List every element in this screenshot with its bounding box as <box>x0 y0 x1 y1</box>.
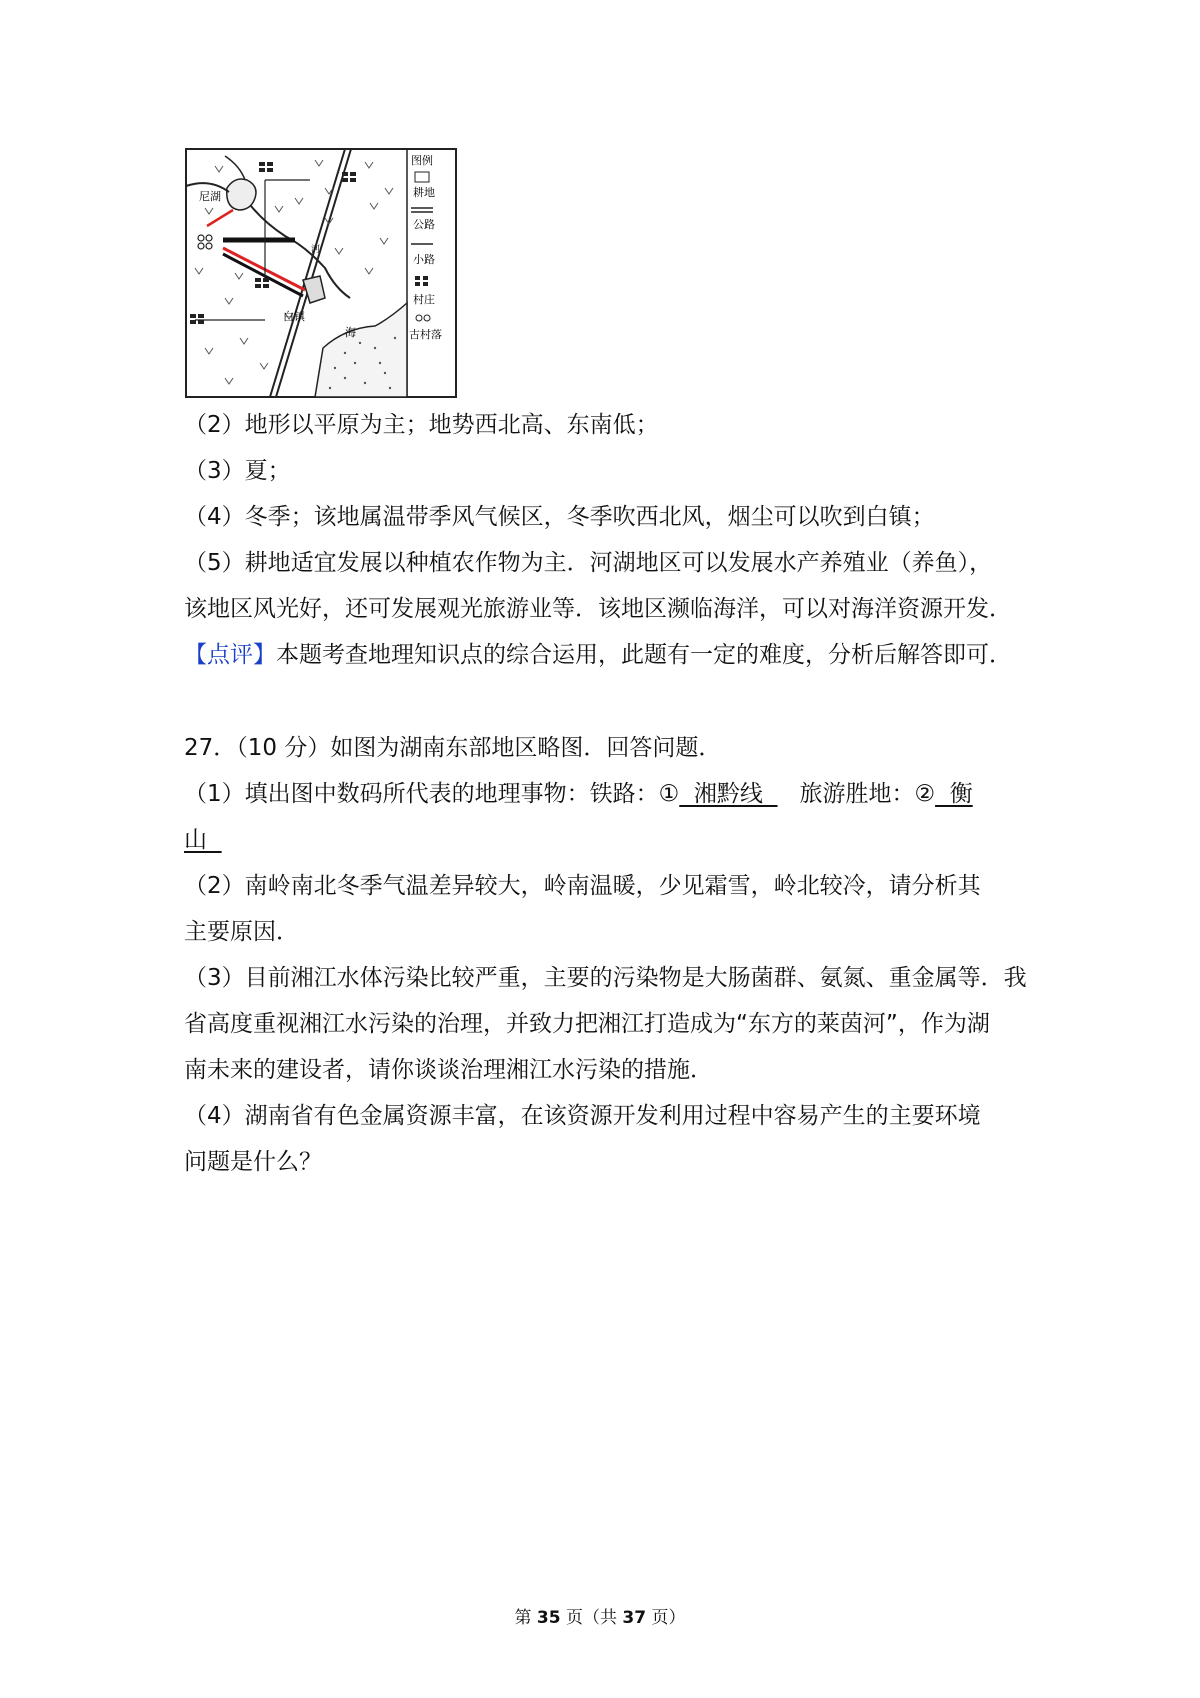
question-27-part3-line3: 南未来的建设者，请你谈谈治理湘江水污染的措施． <box>184 1057 713 1083</box>
legend-path: 小路 <box>413 253 435 266</box>
question-27-part1-cont <box>184 825 222 855</box>
footer-post: 页） <box>646 1608 686 1628</box>
legend-highway: 公路 <box>413 218 435 231</box>
legend-village: 村庄 <box>413 293 435 306</box>
question-27-part4-line1: （4）湖南省有色金属资源丰富，在该资源开发利用过程中容易产生的主要环境 <box>184 1103 981 1129</box>
town-label: 白镇 <box>283 310 305 323</box>
answer-blank-1: 湘黔线 <box>679 781 778 807</box>
part1-mid: 旅游胜地：② <box>777 781 936 807</box>
lake-area <box>227 179 256 210</box>
comment <box>184 640 1012 670</box>
legend-title: 图例 <box>411 154 433 167</box>
question-27-part2-line2: 主要原因． <box>184 919 299 945</box>
sea-area <box>315 303 407 397</box>
legend-farmland: 耕地 <box>413 186 435 199</box>
river-label: 河 <box>311 245 321 255</box>
sea-label: 海 <box>345 326 356 339</box>
part1-prefix: （1）填出图中数码所代表的地理事物：铁路：① <box>184 781 680 807</box>
footer-pre: 第 <box>514 1608 537 1628</box>
question-27-part2-line1: （2）南岭南北冬季气温差异较大，岭南温暖，少见霜雪，岭北较冷，请分析其 <box>184 873 981 899</box>
question-27-part3-line2: 省高度重视湘江水污染的治理，并致力把湘江打造成为“东方的莱茵河”，作为湖 <box>184 1011 990 1037</box>
answer-blank-2-cont: 山 <box>184 827 222 853</box>
legend-old-village: 古村落 <box>409 328 442 341</box>
question-27-part4-line2: 问题是什么？ <box>184 1149 322 1175</box>
page-total: 37 <box>622 1608 647 1628</box>
comment-tag: 【点评】 <box>184 642 276 668</box>
footer-mid: 页（共 <box>560 1608 623 1628</box>
answer-3: （3）夏； <box>184 458 291 484</box>
answer-4: （4）冬季；该地属温带季风气候区，冬季吹西北风，烟尘可以吹到白镇； <box>184 504 935 530</box>
answer-5-line2: 该地区风光好，还可发展观光旅游业等．该地区濒临海洋，可以对海洋资源开发． <box>184 596 1012 622</box>
comment-text: 本题考查地理知识点的综合运用，此题有一定的难度，分析后解答即可． <box>276 642 1012 668</box>
page-footer <box>0 1603 1200 1628</box>
question-27-part3-line1: （3）目前湘江水体污染比较严重，主要的污染物是大肠菌群、氨氮、重金属等．我 <box>184 965 1027 991</box>
page-number: 35 <box>536 1608 561 1628</box>
red-route <box>223 248 305 290</box>
question-27-title: 27．（10 分）如图为湖南东部地区略图．回答问题． <box>184 735 722 761</box>
question-27-part1 <box>184 779 973 809</box>
lake-label: 尼湖 <box>199 190 221 203</box>
map-figure <box>185 148 457 398</box>
answer-5-line1: （5）耕地适宜发展以种植农作物为主．河湖地区可以发展水产养殖业（养鱼）， <box>184 550 993 576</box>
answer-blank-2: 衡 <box>935 781 973 807</box>
answer-2: （2）地形以平原为主；地势西北高、东南低； <box>184 412 659 438</box>
